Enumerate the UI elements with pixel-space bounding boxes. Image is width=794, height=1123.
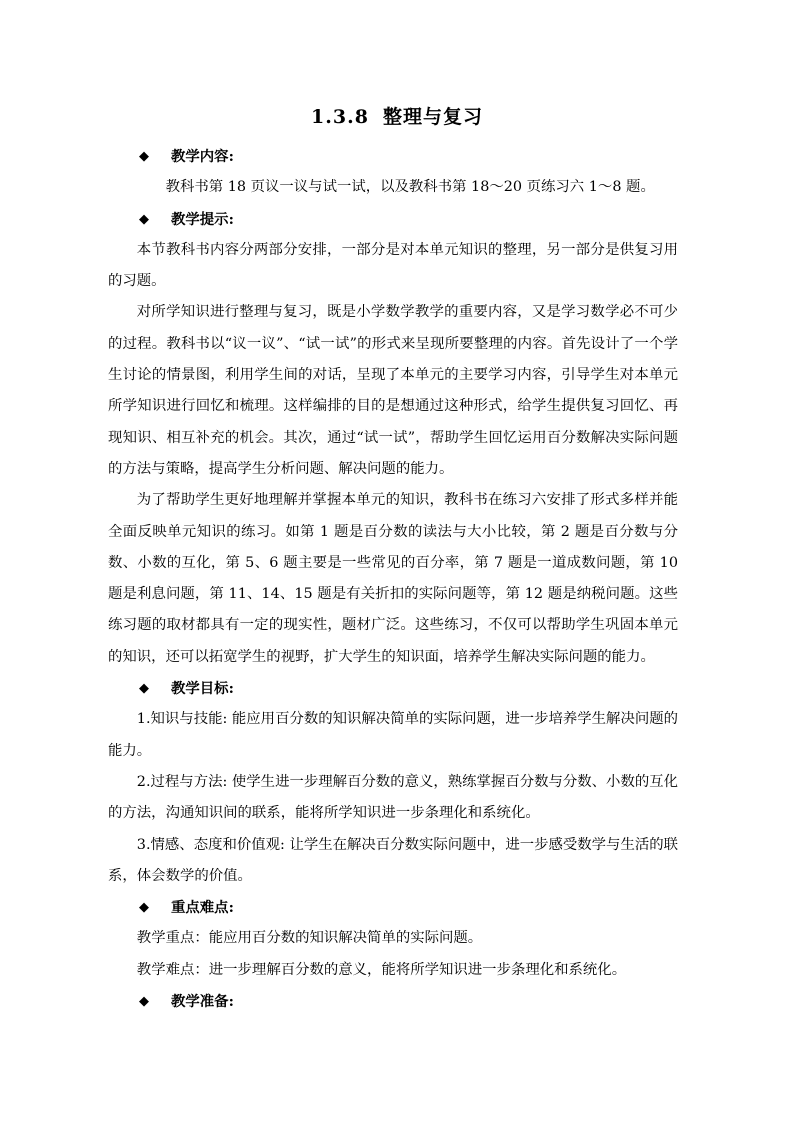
paragraph: 对所学知识进行整理与复习，既是小学数学教学的重要内容，又是学习数学必不可少的过程。教科书以“议一议”、“试一试”的形式来呈现所要整理的内容。首先设计了一个学生讨论的情景图，利用学生间的对话，呈现了本单元的主要学习内容，引导学生对本单元所学知识进行回忆和梳理。这样编排的目的是想通过这种形式，给学生提供复习回忆、再现知识、相互补充的机会。其次，通过“试一试”，帮助学生回忆运用百分数解决实际问题的方法与策略，提高学生分析问题、解决问题的能力。 (108, 304, 678, 477)
section-heading-preparation (108, 986, 678, 1017)
heading-text: 教学目标: (171, 680, 234, 698)
section-number: 1.3.8 (311, 106, 369, 128)
diamond-bullet-icon: ◆ (139, 994, 149, 1010)
diamond-bullet-icon: ◆ (139, 900, 149, 916)
heading-text: 教学提示: (171, 210, 234, 228)
paragraph: 为了帮助学生更好地理解并掌握本单元的知识，教科书在练习六安排了形式多样并能全面反映单元知识的练习。如第 1 题是百分数的读法与大小比较，第 2 题是百分数与分数、小数的互化，第 5、6 题主要是一些常见的百分率，第 7 题是一道成数问题，第 10 题是利息问题，第 11、14、15 题是有关折扣的实际问题等，第 12 题是纳税问题。这些练习题的取材都具有一定的现实性，题材广泛。这些练习，不仅可以帮助学生巩固本单元的知识，还可以拓宽学生的视野，扩大学生的知识面，培养学生解决实际问题的能力。 (108, 492, 678, 665)
diamond-bullet-icon: ◆ (139, 681, 149, 697)
paragraph: 教学重点：能应用百分数的知识解决简单的实际问题。 (136, 930, 483, 947)
diamond-bullet-icon: ◆ (139, 211, 149, 227)
diamond-bullet-icon: ◆ (139, 149, 149, 164)
heading-text: 重点难点: (171, 899, 234, 917)
section-heading-hints (108, 204, 678, 235)
section-heading-keypoints (108, 892, 678, 923)
paragraph: 1.知识与技能: 能应用百分数的知识解决简单的实际问题，进一步培养学生解决问题的能力。 (108, 711, 679, 759)
section-heading-goals (108, 673, 678, 704)
document-body (108, 141, 678, 1017)
section-heading-content (108, 141, 678, 172)
paragraph: 本节教科书内容分两部分安排，一部分是对本单元知识的整理，另一部分是供复习用的习题。 (108, 241, 678, 290)
paragraph: 3.情感、态度和价值观: 让学生在解决百分数实际问题中，进一步感受数学与生活的联系，体会数学的价值。 (108, 836, 679, 884)
title-text: 整理与复习 (382, 106, 483, 128)
paragraph: 2.过程与方法: 使学生进一步理解百分数的意义，熟练掌握百分数与分数、小数的互化的方法，沟通知识间的联系，能将所学知识进一步条理化和系统化。 (108, 773, 679, 822)
heading-text: 教学准备: (171, 993, 234, 1011)
paragraph: 教科书第 18 页议一议与试一试，以及教科书第 18～20 页练习六 1～8 题。 (165, 179, 655, 196)
paragraph: 教学难点：进一步理解百分数的意义，能将所学知识进一步条理化和系统化。 (136, 961, 627, 978)
page-title (0, 104, 794, 130)
heading-text: 教学内容: (171, 148, 234, 165)
